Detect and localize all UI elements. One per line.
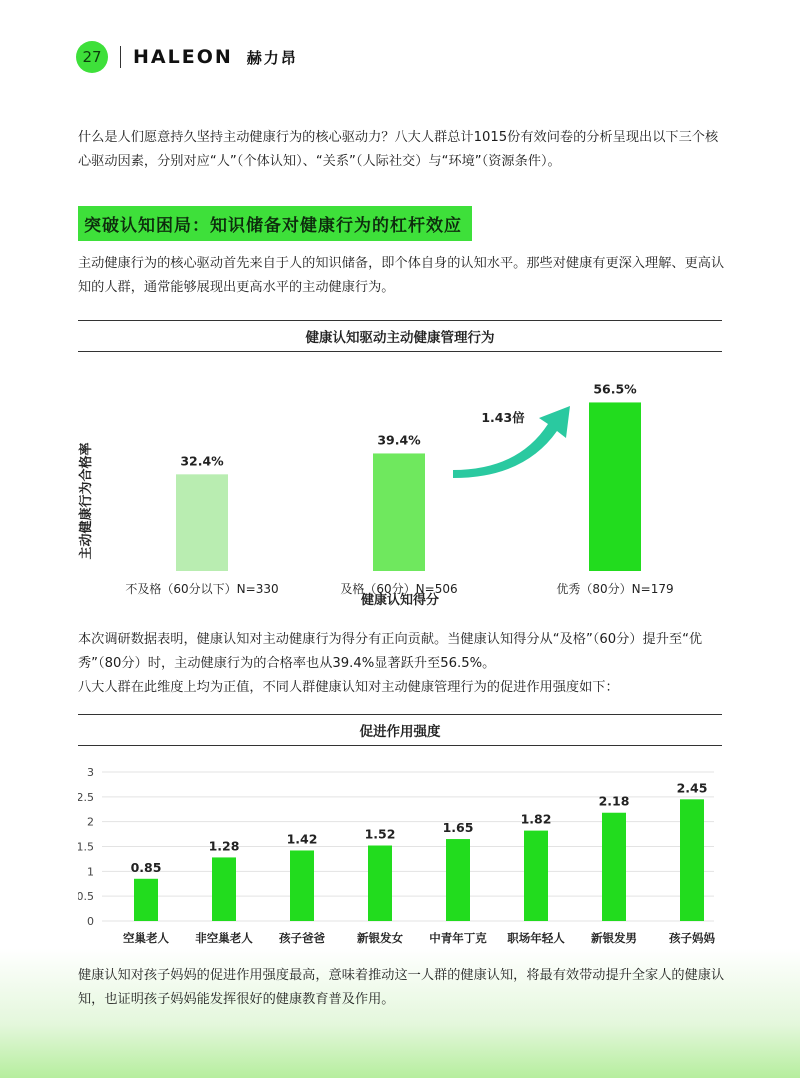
bar-value-label: 1.28 xyxy=(208,838,240,854)
bar-value-label: 56.5% xyxy=(593,381,637,397)
bar-1 xyxy=(212,857,236,921)
y-tick-label: 0 xyxy=(87,915,94,928)
findings-text-2: 八大人群在此维度上均为正值，不同人群健康认知对主动健康管理行为的促进作用强度如下： xyxy=(78,680,619,695)
section-heading: 突破认知困局：知识储备对健康行为的杠杆效应 xyxy=(78,206,472,241)
header-divider xyxy=(120,46,121,68)
findings-text: 本次调研数据表明，健康认知对主动健康行为得分有正向贡献。当健康认知得分从“及格”（60分）提升至“优秀”（80分）时，主动健康行为的合格率也从39.4%显著跃升至56.5%。 xyxy=(78,632,703,671)
x-tick-label: 新银发男 xyxy=(591,931,637,945)
y-tick-label: 0.5 xyxy=(78,890,94,904)
bar-value-label: 32.4% xyxy=(180,453,224,469)
x-axis-label: 健康认知得分 xyxy=(360,593,440,608)
y-tick-label: 2 xyxy=(87,815,94,829)
chart-cognition-plot xyxy=(78,352,722,610)
chart-promotion-strength xyxy=(78,714,722,954)
bar-value-label: 0.85 xyxy=(130,859,162,875)
page-header xyxy=(76,40,298,74)
bar-value-label: 2.18 xyxy=(598,793,630,809)
chart-title: 健康认知驱动主动健康管理行为 xyxy=(78,320,722,352)
bar-7 xyxy=(680,799,704,921)
x-tick-label: 中青年丁克 xyxy=(429,931,487,945)
bar-value-label: 39.4% xyxy=(377,432,421,448)
chart-cognition xyxy=(78,320,722,610)
bar-value-label: 1.82 xyxy=(520,811,552,827)
x-tick-label: 及格（60分）N=506 xyxy=(340,582,458,596)
bar-value-label: 1.42 xyxy=(286,831,318,847)
x-tick-label: 不及格（60分以下）N=330 xyxy=(125,582,279,596)
growth-annotation: 1.43倍 xyxy=(481,410,525,425)
x-tick-label: 优秀（80分）N=179 xyxy=(556,582,674,596)
bar-value-label: 2.45 xyxy=(676,780,708,796)
y-tick-label: 1 xyxy=(87,865,94,879)
bar-0 xyxy=(134,879,158,921)
y-tick-label: 2.5 xyxy=(78,790,94,804)
bar-3 xyxy=(368,846,392,921)
bar-5 xyxy=(524,831,548,921)
conclusion-paragraph: 健康认知对孩子妈妈的促进作用强度最高，意味着推动这一人群的健康认知，将最有效带动提升全家人的健康认知，也证明孩子妈妈能发挥很好的健康教育普及作用。 xyxy=(78,968,725,1007)
bar-6 xyxy=(602,813,626,921)
bar-value-label: 1.52 xyxy=(364,826,396,842)
intro-paragraph: 什么是人们愿意持久坚持主动健康行为的核心驱动力？八大人群总计1015份有效问卷的分析呈现出以下三个核心驱动因素，分别对应“人”（个体认知）、“关系”（人际社交）与“环境”（资源条件）。 xyxy=(78,130,719,169)
bar-4 xyxy=(446,839,470,921)
brand-logo: HALEON xyxy=(133,46,233,68)
findings-paragraph xyxy=(78,628,728,700)
bar-2 xyxy=(290,850,314,921)
bar-2 xyxy=(589,402,641,571)
x-tick-label: 空巢老人 xyxy=(123,931,169,945)
chart-title: 促进作用强度 xyxy=(78,714,722,746)
page-number: 27 xyxy=(76,41,108,73)
y-tick-label: 1.5 xyxy=(78,840,94,854)
y-axis-label: 主动健康行为合格率 xyxy=(79,442,94,560)
x-tick-label: 新银发女 xyxy=(357,931,403,945)
bar-value-label: 1.65 xyxy=(442,820,474,836)
bar-1 xyxy=(373,453,425,571)
x-tick-label: 非空巢老人 xyxy=(195,931,253,945)
chart-promotion-plot xyxy=(78,746,722,954)
section-paragraph: 主动健康行为的核心驱动首先来自于人的知识储备，即个体自身的认知水平。那些对健康有更深入理解、更高认知的人群，通常能够展现出更高水平的主动健康行为。 xyxy=(78,256,725,295)
x-tick-label: 孩子妈妈 xyxy=(669,931,715,945)
x-tick-label: 孩子爸爸 xyxy=(279,931,325,945)
brand-name-cn: 赫力昂 xyxy=(246,48,298,67)
x-tick-label: 职场年轻人 xyxy=(507,931,565,945)
bar-0 xyxy=(176,474,228,571)
y-tick-label: 3 xyxy=(87,766,94,779)
